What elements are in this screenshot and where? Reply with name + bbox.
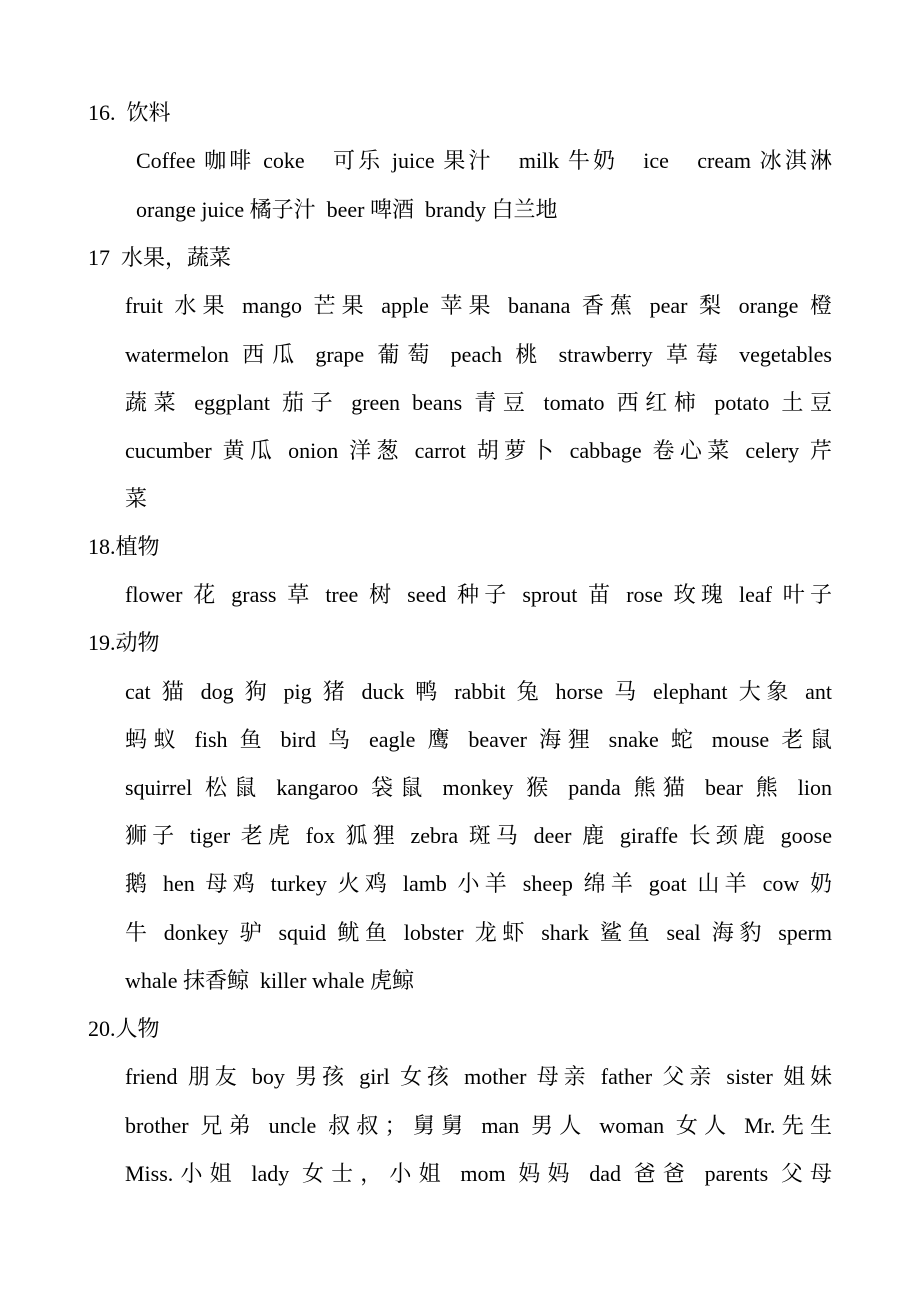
vocab-line: 蚂蚁 fish 鱼 bird 鸟 eagle 鹰 beaver 海狸 snake 蛇 mouse 老鼠 — [125, 727, 832, 752]
vocab-line: orange juice 橘子汁 beer 啤酒 brandy 白兰地 — [136, 197, 558, 222]
vocab-line: flower 花 grass 草 tree 树 seed 种子 sprout 苗 rose 玫瑰 leaf 叶子 — [125, 582, 832, 607]
vocab-line: brother 兄弟 uncle 叔叔；舅舅 man 男人 woman 女人 Mr.先生 — [125, 1113, 832, 1138]
vocab-line: Coffee 咖啡 coke 可乐 juice 果汁 milk 牛奶 ice cream 冰淇淋 — [136, 148, 832, 173]
section-heading-16: 16. 饮料 — [88, 100, 171, 125]
vocab-line: watermelon 西瓜 grape 葡萄 peach 桃 strawberry 草莓 vegetables — [125, 342, 832, 367]
vocab-line: 狮子 tiger 老虎 fox 狐狸 zebra 斑马 deer 鹿 giraffe 长颈鹿 goose — [125, 823, 832, 848]
section-heading-18: 18.植物 — [88, 534, 160, 559]
vocab-line: 牛 donkey 驴 squid 鱿鱼 lobster 龙虾 shark 鲨鱼 seal 海豹 sperm — [125, 920, 832, 945]
vocab-line: 鹅 hen 母鸡 turkey 火鸡 lamb 小羊 sheep 绵羊 goat 山羊 cow 奶 — [125, 871, 832, 896]
vocab-line: Miss.小姐 lady 女士，小姐 mom 妈妈 dad 爸爸 parents 父母 — [125, 1161, 832, 1186]
vocab-line: friend 朋友 boy 男孩 girl 女孩 mother 母亲 father 父亲 sister 姐妹 — [125, 1064, 832, 1089]
vocab-line: 蔬菜 eggplant 茄子 green beans 青豆 tomato 西红柿 potato 土豆 — [125, 390, 832, 415]
vocab-line: 菜 — [125, 486, 148, 511]
vocab-line: fruit 水果 mango 芒果 apple 苹果 banana 香蕉 pear 梨 orange 橙 — [125, 293, 832, 318]
section-heading-20: 20.人物 — [88, 1016, 160, 1041]
section-heading-19: 19.动物 — [88, 630, 160, 655]
vocab-line: squirrel 松鼠 kangaroo 袋鼠 monkey 猴 panda 熊猫 bear 熊 lion — [125, 775, 832, 800]
section-heading-17: 17 水果，蔬菜 — [88, 245, 232, 270]
vocab-line: cucumber 黄瓜 onion 洋葱 carrot 胡萝卜 cabbage 卷心菜 celery 芹 — [125, 438, 832, 463]
vocab-line: whale 抹香鲸 killer whale 虎鲸 — [125, 968, 414, 993]
vocab-line: cat 猫 dog 狗 pig 猪 duck 鸭 rabbit 兔 horse 马 elephant 大象 ant — [125, 679, 832, 704]
